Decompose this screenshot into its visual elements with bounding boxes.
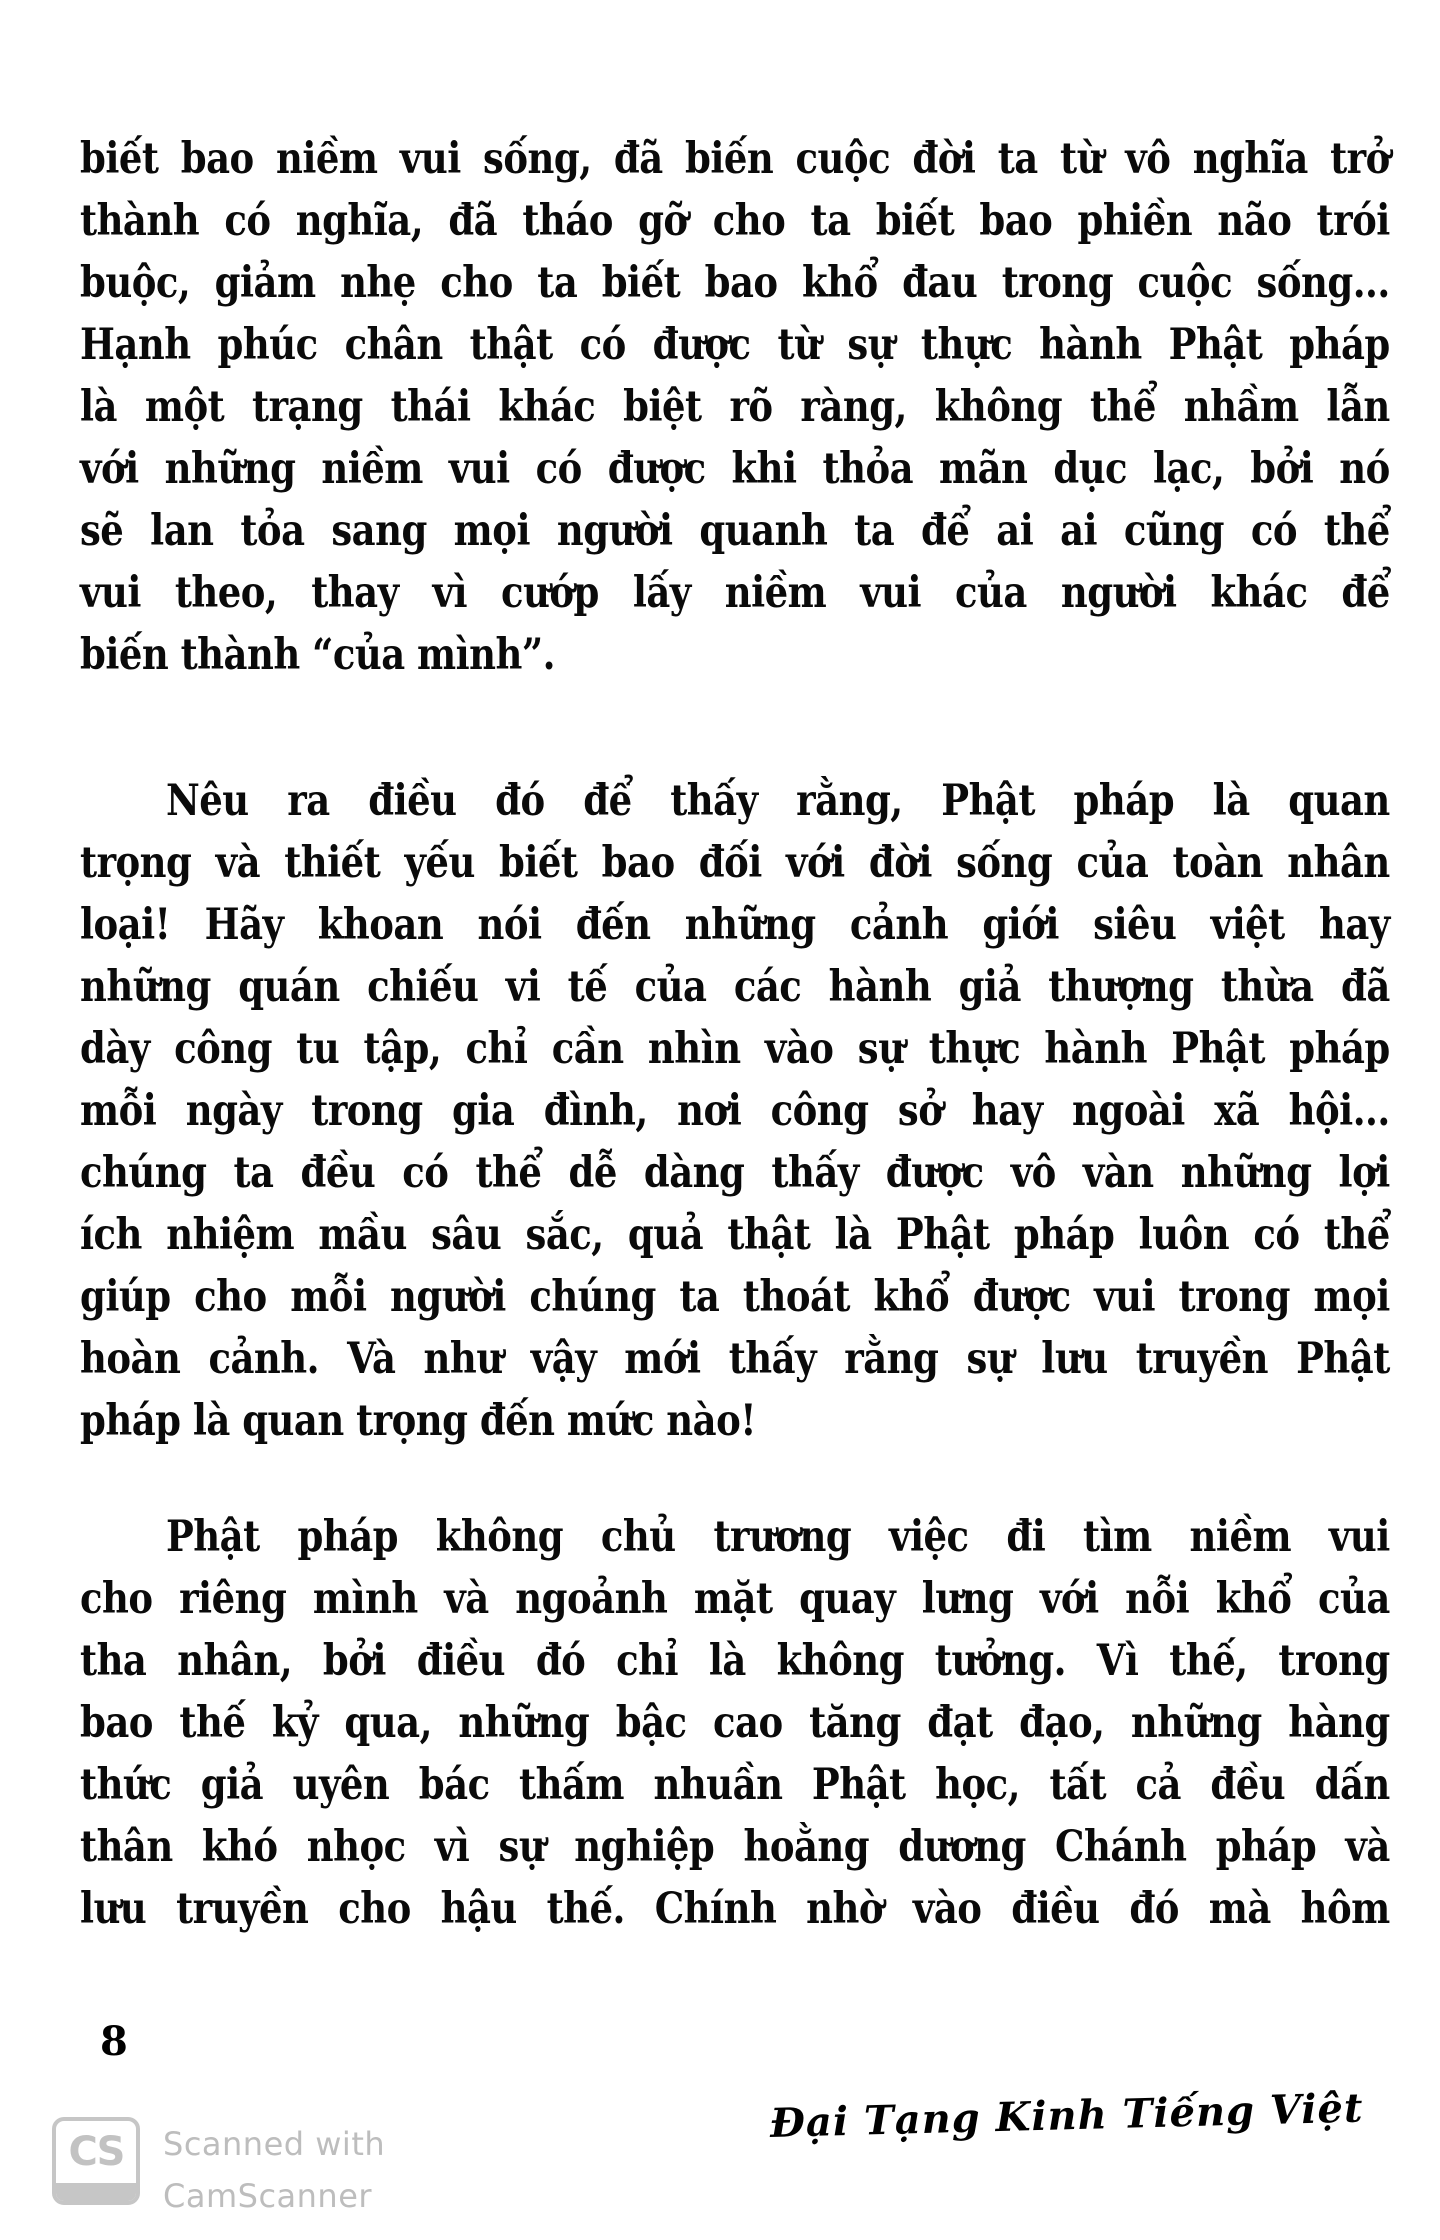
text-line: trọng và thiết yếu biết bao đối với đời sống của toàn nhân [80,838,1390,888]
watermark-line-1: Scanned with [163,2125,386,2163]
text-line: mỗi ngày trong gia đình, nơi công sở hay ngoài xã hội... [80,1086,1390,1136]
camscanner-logo-bar [56,2183,136,2201]
camscanner-logo-letters: CS [68,2129,124,2175]
paragraph-1 [80,128,1390,686]
text-line: sẽ lan tỏa sang mọi người quanh ta để ai ai cũng có thể [80,506,1390,556]
text-line: những quán chiếu vi tế của các hành giả thượng thừa đã [80,962,1390,1012]
paragraph-3 [80,1506,1390,1940]
text-line: dày công tu tập, chỉ cần nhìn vào sự thực hành Phật pháp [80,1024,1390,1074]
text-line: thành có nghĩa, đã tháo gỡ cho ta biết bao phiền não trói [80,196,1390,246]
text-line: Phật pháp không chủ trương việc đi tìm niềm vui [166,1512,1390,1562]
text-line: chúng ta đều có thể dễ dàng thấy được vô vàn những lợi [80,1148,1390,1198]
text-line: tha nhân, bởi điều đó chỉ là không tưởng. Vì thế, trong [80,1636,1390,1686]
text-line: là một trạng thái khác biệt rõ ràng, không thể nhầm lẫn [80,382,1390,432]
text-line: loại! Hãy khoan nói đến những cảnh giới siêu việt hay [80,900,1390,950]
text-line: Nêu ra điều đó để thấy rằng, Phật pháp là quan [166,776,1390,826]
running-footer-book-title: Đại Tạng Kinh Tiếng Việt [769,2084,1364,2147]
text-line: lưu truyền cho hậu thế. Chính nhờ vào điều đó mà hôm [80,1884,1390,1934]
text-line: thức giả uyên bác thấm nhuần Phật học, tất cả đều dấn [80,1760,1390,1810]
text-line: pháp là quan trọng đến mức nào! [80,1396,756,1446]
text-line: vui theo, thay vì cướp lấy niềm vui của người khác để [80,568,1390,618]
text-line: bao thế kỷ qua, những bậc cao tăng đạt đạo, những hàng [80,1698,1390,1748]
watermark-line-2: CamScanner [163,2177,373,2215]
camscanner-watermark [163,2118,385,2222]
text-line: cho riêng mình và ngoảnh mặt quay lưng với nỗi khổ của [80,1574,1390,1624]
text-line: biết bao niềm vui sống, đã biến cuộc đời ta từ vô nghĩa trở [80,134,1390,184]
text-line: với những niềm vui có được khi thỏa mãn dục lạc, bởi nó [80,444,1390,494]
camscanner-logo-icon [52,2117,140,2205]
text-line: giúp cho mỗi người chúng ta thoát khổ được vui trong mọi [80,1272,1390,1322]
page-number: 8 [100,2018,128,2065]
text-line: ích nhiệm mầu sâu sắc, quả thật là Phật pháp luôn có thể [80,1210,1390,1260]
text-line: buộc, giảm nhẹ cho ta biết bao khổ đau trong cuộc sống... [80,258,1390,308]
text-line: biến thành “của mình”. [80,630,556,680]
text-line: thân khó nhọc vì sự nghiệp hoằng dương Chánh pháp và [80,1822,1390,1872]
text-line: Hạnh phúc chân thật có được từ sự thực hành Phật pháp [80,320,1390,370]
text-line: hoàn cảnh. Và như vậy mới thấy rằng sự lưu truyền Phật [80,1334,1390,1384]
paragraph-2 [80,770,1390,1452]
